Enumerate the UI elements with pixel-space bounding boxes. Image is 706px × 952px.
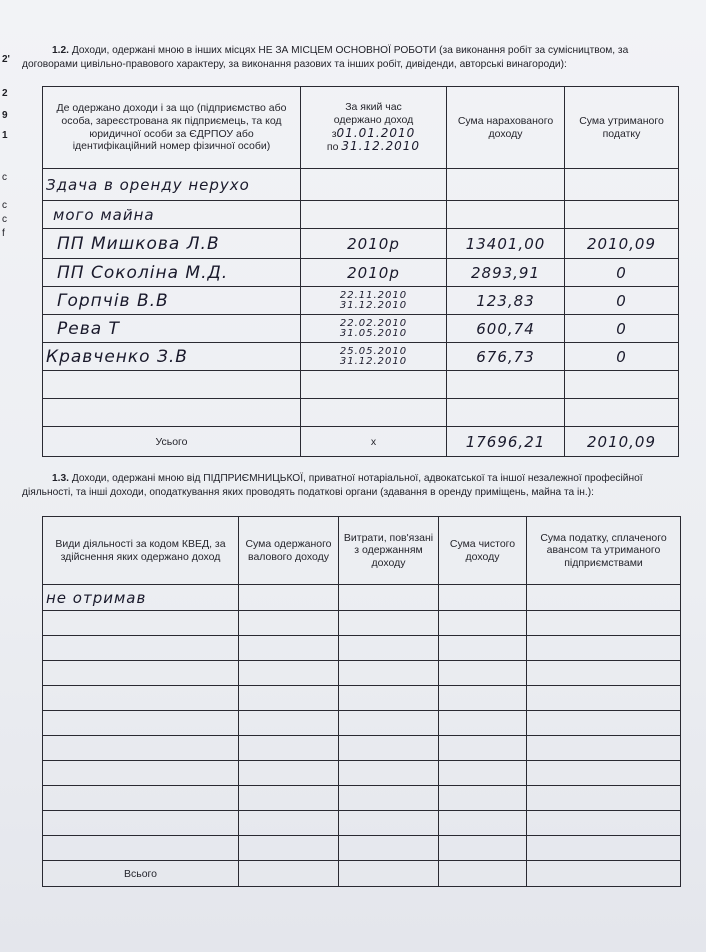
row-activity xyxy=(43,836,239,861)
row-source: ПП Соколіна М.Д. xyxy=(43,259,301,287)
row-expenses xyxy=(339,836,439,861)
row-withheld: 0 xyxy=(565,259,679,287)
row-net xyxy=(439,711,527,736)
row-activity xyxy=(43,661,239,686)
row-gross xyxy=(239,811,339,836)
row-period xyxy=(301,399,447,427)
section-number: 1.3. xyxy=(52,473,69,484)
section-1-2-title xyxy=(22,44,686,72)
section-1-3-title xyxy=(22,472,686,500)
row-period xyxy=(301,287,447,315)
row-net xyxy=(439,611,527,636)
row-source: Кравченко З.В xyxy=(43,343,301,371)
row-period-from: 22.02.2010 xyxy=(339,317,408,329)
row-tax xyxy=(527,736,681,761)
period-from-prefix: з xyxy=(331,127,337,140)
row-withheld xyxy=(565,201,679,229)
row-period xyxy=(301,343,447,371)
row-net xyxy=(439,585,527,611)
table-row xyxy=(43,686,681,711)
table-row xyxy=(43,811,681,836)
row-expenses xyxy=(339,661,439,686)
row-accrued: 600,74 xyxy=(447,315,565,343)
margin-mark: 2 xyxy=(2,88,8,99)
row-expenses xyxy=(339,761,439,786)
row-expenses xyxy=(339,611,439,636)
row-period-to: 31.05.2010 xyxy=(339,327,408,339)
margin-mark: f xyxy=(2,228,5,239)
margin-mark: c xyxy=(2,200,7,211)
row-accrued xyxy=(447,399,565,427)
row-gross xyxy=(239,686,339,711)
col-header-activity: Види діяльності за кодом КВЕД, за здійснення яких одержано доход xyxy=(43,517,239,585)
period-from: 01.01.2010 xyxy=(336,125,416,140)
table-row xyxy=(43,711,681,736)
row-source: Рева Т xyxy=(43,315,301,343)
business-income-table xyxy=(42,516,681,887)
row-accrued xyxy=(447,169,565,201)
row-period xyxy=(301,315,447,343)
table-row xyxy=(43,585,681,611)
margin-mark: c xyxy=(2,172,7,183)
table-row xyxy=(43,371,679,399)
table-row xyxy=(43,611,681,636)
row-withheld xyxy=(565,371,679,399)
section-title-upper: Доходи, одержані мною від ПІДПРИЄМНИЦЬКОЇ, xyxy=(71,473,306,484)
row-gross xyxy=(239,661,339,686)
row-period xyxy=(301,169,447,201)
total-period: х xyxy=(301,427,447,457)
row-net xyxy=(439,761,527,786)
row-net xyxy=(439,811,527,836)
row-source xyxy=(43,399,301,427)
row-period-from: 22.11.2010 xyxy=(339,289,408,301)
table-row xyxy=(43,736,681,761)
row-tax xyxy=(527,611,681,636)
row-period: 2010р xyxy=(301,229,447,259)
row-activity xyxy=(43,786,239,811)
row-expenses xyxy=(339,786,439,811)
row-tax xyxy=(527,811,681,836)
col-header-net: Сума чистого доходу xyxy=(439,517,527,585)
table-row xyxy=(43,836,681,861)
row-activity xyxy=(43,811,239,836)
row-withheld: 2010,09 xyxy=(565,229,679,259)
row-accrued: 123,83 xyxy=(447,287,565,315)
table-header-row xyxy=(43,517,681,585)
table-header-row xyxy=(43,87,679,169)
table-row xyxy=(43,343,679,371)
row-tax xyxy=(527,761,681,786)
row-net xyxy=(439,836,527,861)
row-accrued xyxy=(447,201,565,229)
row-tax xyxy=(527,585,681,611)
row-source: Горпчів В.В xyxy=(43,287,301,315)
row-gross xyxy=(239,836,339,861)
col-header-withheld: Сума утриманого податку xyxy=(565,87,679,169)
table-row xyxy=(43,636,681,661)
total-net xyxy=(439,861,527,887)
margin-mark: 9 xyxy=(2,110,8,121)
row-period xyxy=(301,371,447,399)
section-title-rest: приватної нотаріальної, адвокатської та іншої незалежної професійної діяльності, та інші доходи, оподаткування яких проводять податкові органи (здавання в оренду приміщень, майна та ін.): xyxy=(22,473,643,498)
income-other-places-table xyxy=(42,86,679,457)
table-row xyxy=(43,315,679,343)
table-total-row xyxy=(43,427,679,457)
row-tax xyxy=(527,686,681,711)
col-header-gross: Сума одержаного валового доходу xyxy=(239,517,339,585)
period-line1: За який час xyxy=(345,101,402,114)
row-activity xyxy=(43,686,239,711)
row-gross xyxy=(239,711,339,736)
row-activity xyxy=(43,761,239,786)
total-tax xyxy=(527,861,681,887)
period-to: 31.12.2010 xyxy=(341,139,421,154)
row-source xyxy=(43,371,301,399)
total-label: Всього xyxy=(43,861,239,887)
section-title-upper: Доходи, одержані мною в інших місцях НЕ ЗА МІСЦЕМ ОСНОВНОЇ РОБОТИ xyxy=(71,45,437,56)
row-net xyxy=(439,661,527,686)
row-expenses xyxy=(339,686,439,711)
total-accrued: 17696,21 xyxy=(447,427,565,457)
total-withheld: 2010,09 xyxy=(565,427,679,457)
col-header-expenses: Витрати, пов'язані з одержанням доходу xyxy=(339,517,439,585)
row-accrued: 676,73 xyxy=(447,343,565,371)
row-net xyxy=(439,686,527,711)
margin-mark: 2' xyxy=(2,54,10,65)
row-activity xyxy=(43,611,239,636)
total-expenses xyxy=(339,861,439,887)
table-row xyxy=(43,201,679,229)
row-withheld: 0 xyxy=(565,315,679,343)
table-row xyxy=(43,399,679,427)
row-tax xyxy=(527,636,681,661)
margin-mark: 1 xyxy=(2,130,8,141)
table-total-row xyxy=(43,861,681,887)
section-number: 1.2. xyxy=(52,45,69,56)
row-source: мого майна xyxy=(43,201,301,229)
row-period-from: 25.05.2010 xyxy=(339,345,408,357)
row-withheld: 0 xyxy=(565,287,679,315)
row-expenses xyxy=(339,711,439,736)
total-label: Усього xyxy=(43,427,301,457)
margin-mark: c xyxy=(2,214,7,225)
row-gross xyxy=(239,611,339,636)
table-row xyxy=(43,169,679,201)
row-tax xyxy=(527,836,681,861)
row-activity: не отримав xyxy=(43,585,239,611)
row-period-to: 31.12.2010 xyxy=(339,355,408,367)
row-net xyxy=(439,736,527,761)
table-row xyxy=(43,761,681,786)
row-withheld xyxy=(565,399,679,427)
row-gross xyxy=(239,636,339,661)
table-row xyxy=(43,661,681,686)
row-accrued: 2893,91 xyxy=(447,259,565,287)
table-row xyxy=(43,287,679,315)
table-row xyxy=(43,229,679,259)
col-header-period xyxy=(301,87,447,169)
row-tax xyxy=(527,711,681,736)
row-gross xyxy=(239,786,339,811)
period-to-prefix: по xyxy=(326,141,339,154)
row-expenses xyxy=(339,585,439,611)
row-gross xyxy=(239,736,339,761)
row-expenses xyxy=(339,636,439,661)
col-header-tax: Сума податку, сплаченого авансом та утриманого підприємствами xyxy=(527,517,681,585)
row-gross xyxy=(239,585,339,611)
table-row xyxy=(43,259,679,287)
col-header-accrued: Сума нарахованого доходу xyxy=(447,87,565,169)
total-gross xyxy=(239,861,339,887)
row-accrued xyxy=(447,371,565,399)
table-row xyxy=(43,786,681,811)
row-period: 2010р xyxy=(301,259,447,287)
row-net xyxy=(439,786,527,811)
row-gross xyxy=(239,761,339,786)
period-line2: одержано доход xyxy=(333,113,414,126)
row-withheld xyxy=(565,169,679,201)
row-source: ПП Мишкова Л.В xyxy=(43,229,301,259)
row-activity xyxy=(43,711,239,736)
col-header-source: Де одержано доходи і за що (підприємство або особа, зареєстрована як підприємець, та код юридичної особи за ЄДРПОУ або ідентифікаційний номер фізичної особи) xyxy=(43,87,301,169)
row-period xyxy=(301,201,447,229)
row-activity xyxy=(43,636,239,661)
row-period-to: 31.12.2010 xyxy=(339,299,408,311)
row-tax xyxy=(527,786,681,811)
row-accrued: 13401,00 xyxy=(447,229,565,259)
row-expenses xyxy=(339,736,439,761)
row-activity xyxy=(43,736,239,761)
row-source: Здача в оренду нерухо xyxy=(43,169,301,201)
row-withheld: 0 xyxy=(565,343,679,371)
row-expenses xyxy=(339,811,439,836)
row-tax xyxy=(527,661,681,686)
row-net xyxy=(439,636,527,661)
section-title-rest: (за виконання робіт за сумісництвом, за договорами цивільно-правового характеру, за виконання разових та інших робіт, дивіденди, авторські винагороди): xyxy=(22,45,629,70)
